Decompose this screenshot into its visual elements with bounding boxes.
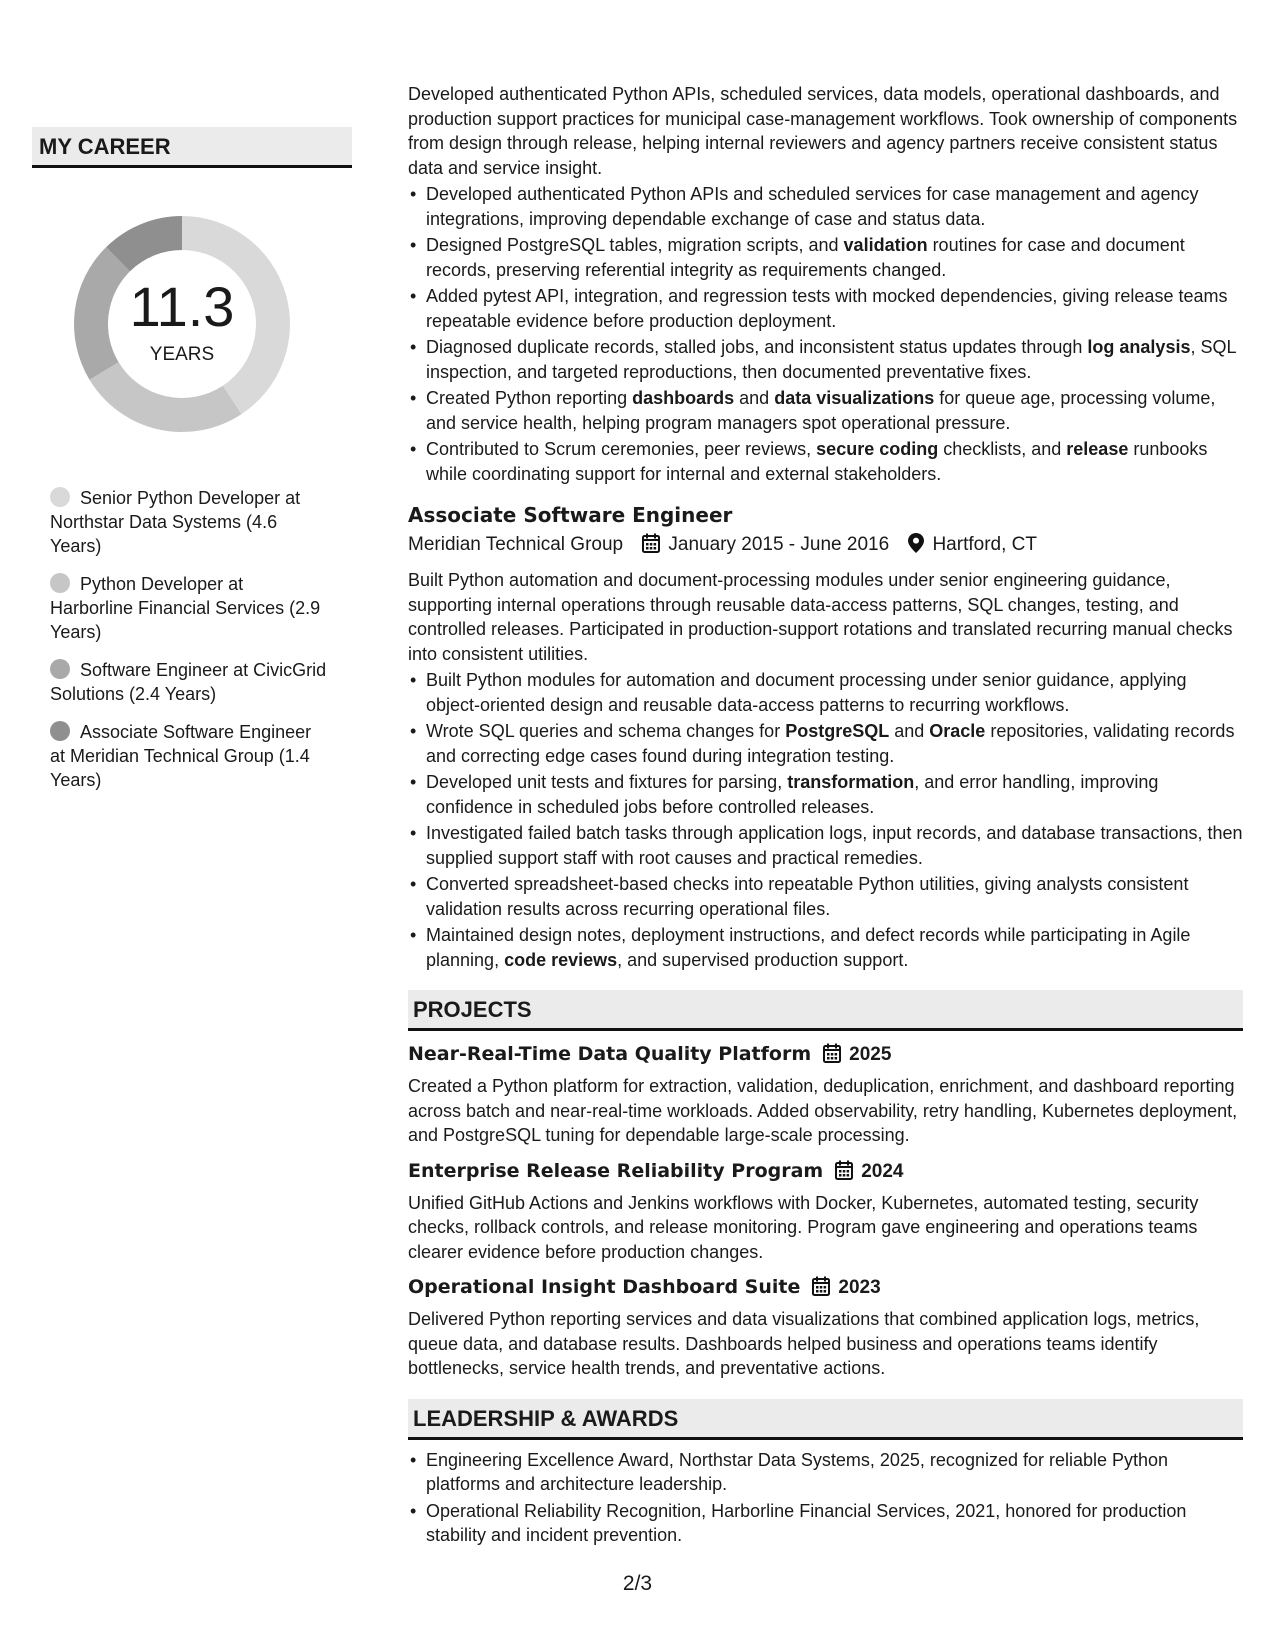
job-bullet: • Created Python reporting dashboards and data visualizations for queue age, processing volume, and service health, helping program managers spot operational pressure. [426,386,1243,435]
legend-dot-icon [50,659,70,679]
project-description: Created a Python platform for extraction, validation, deduplication, enrichment, and dashboard reporting across batch and near-real-time workloads. Added observability, retry handling, Kubernetes deployment, and PostgreSQL tuning for dependable large-scale processing. [408,1076,1238,1145]
job-bullet: • Contributed to Scrum ceremonies, peer reviews, secure coding checklists, and release runbooks while coordinating support for internal and external stakeholders. [426,437,1243,486]
total-years-value: 11.3 [129,275,235,338]
legend-label: Python Developer at Harborline Financial Services (2.9 Years) [50,574,321,642]
job-company: Meridian Technical Group [408,534,624,555]
job-title: Associate Software Engineer [408,503,733,527]
job-bullets [408,182,1243,486]
project-title [408,1039,1243,1072]
legend-item [50,486,330,558]
job-meta [408,530,1243,563]
job-dates: January 2015 - June 2016 [668,534,890,555]
project-year: 2025 [849,1044,892,1065]
job-bullet: • Designed PostgreSQL tables, migration scripts, and validation routines for case and document records, preserving referential integrity as requirements changed. [426,233,1243,282]
total-years-unit: YEARS [149,344,215,365]
legend-item [50,658,330,706]
job2-bullet: • Maintained design notes, deployment instructions, and defect records while participating in Agile planning, code reviews, and supervised production support. [426,923,1243,972]
legend-label: Associate Software Engineer at Meridian Technical Group (1.4 Years) [50,722,312,790]
career-legend [50,486,330,792]
project-name: Operational Insight Dashboard Suite [408,1276,801,1298]
project-item [408,1272,1243,1381]
career-donut-chart [62,204,302,444]
legend-dot-icon [50,487,70,507]
project-name: Enterprise Release Reliability Program [408,1159,824,1182]
location-pin-icon [908,533,924,563]
legend-label: Software Engineer at CivicGrid Solutions (2.4 Years) [50,660,327,704]
job-bullet: • Diagnosed duplicate records, stalled jobs, and inconsistent status updates through log analysis, SQL inspection, and targeted reproductions, then documented preventative fixes. [426,335,1243,384]
job-bullet: • Added pytest API, integration, and regression tests with mocked dependencies, giving release teams repeatable evidence before production deployment. [426,284,1243,333]
projects-heading: PROJECTS [408,990,1243,1031]
project-description: Unified GitHub Actions and Jenkins workflows with Docker, Kubernetes, automated testing, security checks, rollback controls, and release monitoring. Program gave engineering and operations teams clearer evidence before production changes. [408,1192,1199,1262]
career-heading: MY CAREER [32,127,352,168]
awards-list [408,1448,1243,1548]
page-number: 2/3 [622,1572,653,1595]
job-location: Hartford, CT [932,534,1037,555]
job2-bullet: • Investigated failed batch tasks through application logs, input records, and database transactions, then supplied support staff with root causes and practical remedies. [426,821,1243,870]
job2-bullet: • Converted spreadsheet-based checks into repeatable Python utilities, giving analysts consistent validation results across recurring operational files. [426,872,1243,921]
job2-bullet: • Developed unit tests and fixtures for parsing, transformation, and error handling, improving confidence in scheduled jobs before controlled releases. [426,770,1243,819]
legend-item [50,572,330,644]
project-name: Near-Real-Time Data Quality Platform [408,1043,812,1065]
job2-bullet: • Wrote SQL queries and schema changes for PostgreSQL and Oracle repositories, validating records and correcting edge cases found during integration testing. [426,719,1243,768]
project-title [408,1272,1243,1305]
calendar-icon [812,1275,830,1305]
calendar-icon [823,1042,841,1072]
career-sidebar [32,127,352,806]
calendar-icon [835,1159,853,1189]
calendar-icon [642,533,660,563]
legend-label: Senior Python Developer at Northstar Data Systems (4.6 Years) [50,488,301,556]
job2-bullets [408,668,1243,972]
job2-bullet: • Built Python modules for automation and document processing under senior guidance, applying object-oriented design and reusable data-access patterns to recurring workflows. [426,668,1243,717]
job-bullet: • Developed authenticated Python APIs and scheduled services for case management and agency integrations, improving dependable exchange of case and status data. [426,182,1243,231]
main-column [408,82,1243,1550]
project-year: 2023 [838,1277,881,1298]
project-item [408,1039,1243,1148]
project-description: Delivered Python reporting services and data visualizations that combined application logs, metrics, queue data, and database results. Dashboards helped business and operations teams identify bottlenecks, service health trends, and preventative actions. [408,1309,1200,1378]
project-title [408,1156,1243,1189]
projects-list [408,1039,1243,1381]
job-summary: Developed authenticated Python APIs, scheduled services, data models, operational dashboards, and production support practices for municipal case-management workflows. Took ownership of components from design through release, helping internal reviewers and agency partners receive consistent status data and service insight. [408,84,1238,178]
awards-heading: LEADERSHIP & AWARDS [408,1399,1243,1440]
award-item: • Engineering Excellence Award, Northstar Data Systems, 2025, recognized for reliable Python platforms and architecture leadership. [426,1448,1243,1497]
legend-dot-icon [50,721,70,741]
project-item [408,1156,1243,1265]
award-item: • Operational Reliability Recognition, Harborline Financial Services, 2021, honored for production stability and incident prevention. [426,1499,1243,1548]
job2-summary: Built Python automation and document-processing modules under senior engineering guidance, supporting internal operations through reusable data-access patterns, SQL changes, testing, and controlled releases. Participated in production-support rotations and translated recurring manual checks into consistent utilities. [408,570,1233,664]
legend-item [50,720,330,792]
project-year: 2024 [861,1160,904,1182]
legend-dot-icon [50,573,70,593]
